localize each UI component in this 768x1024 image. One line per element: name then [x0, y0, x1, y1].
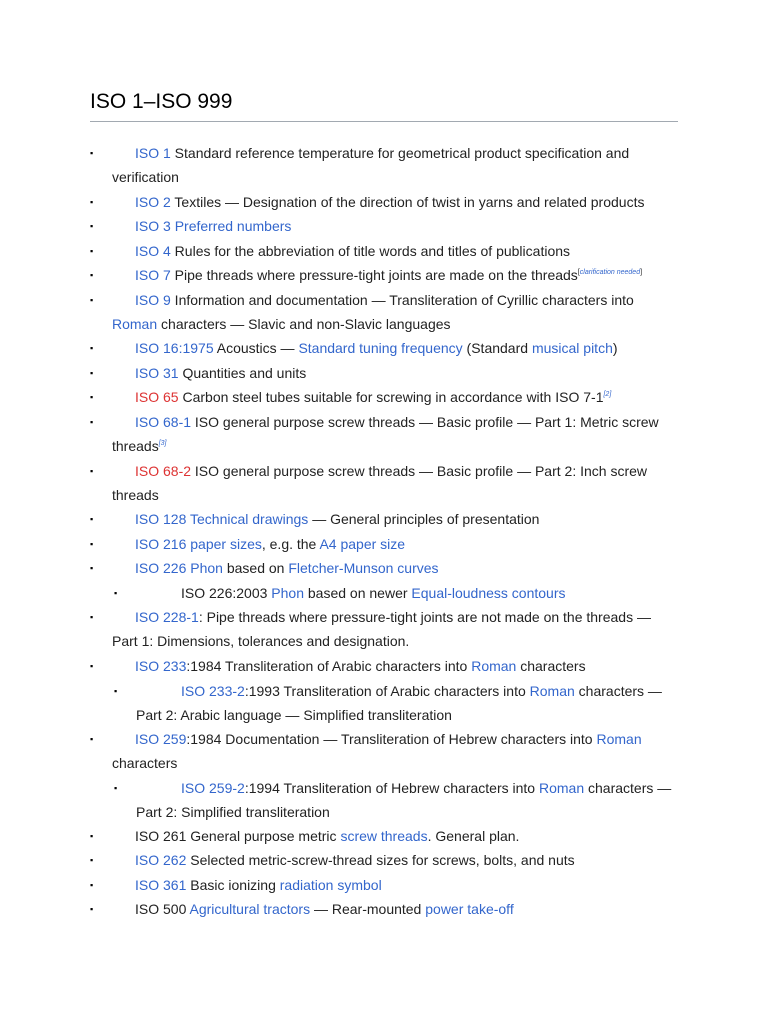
page-title: ISO 1–ISO 999	[90, 90, 233, 113]
item-text: characters — Slavic and non-Slavic languages	[157, 315, 451, 332]
superscript	[640, 269, 642, 276]
bullet-icon: ▪	[90, 392, 94, 402]
wiki-link[interactable]: Roman	[596, 731, 642, 747]
list-item	[90, 411, 678, 458]
item-text: Information and documentation — Transliteration of Cyrillic characters into	[170, 292, 634, 308]
wiki-link[interactable]: Standard tuning frequency	[298, 340, 463, 356]
citation-link[interactable]: [3]	[158, 439, 167, 447]
item-text: Pipe threads where pressure-tight joints are made on the threads	[170, 267, 578, 283]
item-text: Selected metric-screw-thread sizes for screws, bolts, and nuts	[186, 852, 575, 868]
item-text: ISO 226:2003	[181, 585, 272, 601]
list-item	[90, 289, 678, 336]
list-item	[90, 849, 678, 873]
list-item	[90, 215, 678, 239]
bullet-icon: ▪	[90, 221, 94, 231]
wiki-link[interactable]: ISO 2	[135, 194, 171, 210]
wiki-link[interactable]: ISO 226	[135, 560, 187, 576]
list-item	[90, 191, 678, 215]
wiki-link[interactable]: ISO 68-1	[135, 414, 192, 430]
citation-link[interactable]: clarification needed	[579, 269, 641, 276]
wiki-link[interactable]: ISO 7	[135, 267, 171, 283]
wiki-link[interactable]: ISO 31	[135, 365, 179, 381]
bullet-icon: ▪	[90, 612, 94, 622]
list-item	[90, 386, 678, 410]
item-text: Rules for the abbreviation of title words and titles of publications	[170, 243, 571, 259]
item-text: — General principles of presentation	[308, 511, 540, 527]
item-text: )	[612, 340, 618, 356]
wiki-link[interactable]: musical pitch	[531, 340, 613, 356]
bullet-icon: ▪	[90, 831, 94, 841]
item-text: characters — Part 2: Simplified transliteration	[136, 780, 672, 820]
bullet-icon: ▪	[90, 855, 94, 865]
bullet-icon: ▪	[90, 466, 94, 476]
list-item	[90, 533, 678, 557]
wiki-link[interactable]: ISO 216	[135, 536, 187, 552]
wiki-link[interactable]: ISO 259	[135, 731, 187, 747]
superscript	[159, 440, 167, 447]
bullet-icon: ▪	[90, 197, 94, 207]
bullet-icon: ▪	[90, 904, 94, 914]
item-text: based on newer	[304, 585, 412, 601]
list-item	[90, 142, 678, 189]
wiki-link[interactable]: Technical drawings	[190, 511, 309, 527]
item-text: Quantities and units	[178, 365, 307, 381]
wiki-link[interactable]: Fletcher-Munson curves	[288, 560, 439, 576]
list-item	[90, 557, 678, 581]
citation-link[interactable]: [2]	[603, 391, 612, 398]
wiki-link[interactable]: Phon	[190, 560, 223, 576]
wiki-link[interactable]: Equal-loudness contours	[411, 585, 566, 601]
superscript	[577, 269, 643, 276]
wiki-link[interactable]: ISO 259-2	[181, 780, 245, 796]
wiki-link[interactable]: ISO 361	[135, 877, 187, 893]
list-item	[90, 825, 678, 849]
list-item	[90, 264, 678, 288]
item-text: :1984 Documentation — Transliteration of Hebrew characters into	[186, 731, 597, 747]
bullet-icon: ▪	[90, 539, 94, 549]
sub-list-item	[114, 582, 678, 606]
bullet-icon: ▪	[90, 343, 94, 353]
item-text: (Standard	[462, 340, 532, 356]
bullet-icon: ▪	[90, 368, 94, 378]
bullet-icon: ▪	[90, 880, 94, 890]
bullet-icon: ▪	[114, 783, 118, 793]
wiki-link[interactable]: ISO 262	[135, 852, 187, 868]
wiki-link[interactable]: ISO 3	[135, 218, 171, 234]
item-text: ISO 261 General purpose metric	[135, 828, 341, 844]
item-text: ]	[640, 269, 643, 276]
item-text: — Rear-mounted	[310, 901, 426, 917]
item-text: :1993 Transliteration of Arabic characters into	[244, 683, 530, 699]
wiki-link[interactable]: Phon	[271, 585, 304, 601]
bullet-icon: ▪	[90, 417, 94, 427]
item-text: characters	[516, 658, 586, 674]
bullet-icon: ▪	[90, 514, 94, 524]
item-text: ISO general purpose screw threads — Basic profile — Part 2: Inch screw threads	[112, 463, 648, 503]
wiki-link[interactable]: Roman	[471, 658, 517, 674]
bullet-icon: ▪	[90, 661, 94, 671]
item-text: [	[577, 269, 580, 276]
bullet-icon: ▪	[90, 563, 94, 573]
item-text: Basic ionizing	[186, 877, 280, 893]
wiki-link[interactable]: Preferred numbers	[174, 218, 292, 234]
wiki-link[interactable]: Roman	[538, 780, 585, 796]
list-item	[90, 362, 678, 386]
wiki-link[interactable]: ISO 233-2	[181, 683, 245, 699]
bullet-icon: ▪	[90, 148, 94, 158]
bullet-icon: ▪	[114, 686, 118, 696]
item-text: characters — Part 2: Arabic language — Simplified transliteration	[136, 683, 662, 723]
item-text: Textiles — Designation of the direction of twist in yarns and related products	[170, 194, 645, 210]
wiki-link[interactable]: Roman	[112, 315, 158, 332]
wiki-link[interactable]: Roman	[529, 683, 575, 699]
superscript	[603, 391, 611, 398]
wiki-link[interactable]: ISO 4	[135, 243, 171, 259]
item-text: Standard reference temperature for geometrical product specification and verification	[112, 145, 630, 185]
sub-list-item	[114, 680, 678, 727]
sub-list-item	[114, 777, 678, 824]
list-item	[90, 240, 678, 264]
item-text: . General plan.	[427, 828, 520, 844]
wiki-link[interactable]: power take-off	[425, 901, 514, 917]
wiki-link[interactable]: ISO 1	[135, 145, 171, 161]
item-text: based on	[222, 560, 289, 576]
bullet-icon: ▪	[90, 246, 94, 256]
list-item	[90, 606, 678, 653]
bullet-icon: ▪	[90, 734, 94, 744]
bullet-icon: ▪	[90, 270, 94, 280]
item-text: ISO general purpose screw threads — Basic profile — Part 1: Metric screw threads	[112, 414, 659, 454]
list-item	[90, 655, 678, 679]
wiki-link[interactable]: ISO 16:1975	[135, 340, 214, 356]
wiki-link[interactable]: screw threads	[340, 828, 428, 844]
wiki-link[interactable]: radiation symbol	[279, 877, 382, 893]
wiki-link[interactable]: Agricultural tractors	[189, 901, 311, 917]
wiki-link[interactable]: paper sizes	[190, 536, 262, 552]
item-text: : Pipe threads where pressure-tight joints are not made on the threads — Part 1: Dimensions, tolerances and designation.	[112, 609, 651, 649]
list-item	[90, 728, 678, 775]
item-text: ISO 500	[135, 901, 190, 917]
item-text: :1984 Transliteration of Arabic characters into	[186, 658, 472, 674]
bullet-icon: ▪	[114, 588, 118, 598]
title-divider	[90, 121, 678, 122]
list-item	[90, 898, 678, 922]
wiki-link[interactable]: ISO 233	[135, 658, 187, 674]
list-item	[90, 508, 678, 532]
redlink[interactable]: ISO 68-2	[135, 463, 192, 479]
wiki-link[interactable]: ISO 228-1	[135, 609, 199, 625]
list-item	[90, 337, 678, 361]
wiki-link[interactable]: ISO 9	[135, 292, 171, 308]
bullet-icon: ▪	[90, 295, 94, 305]
redlink[interactable]: ISO 65	[135, 389, 179, 405]
wiki-link[interactable]: ISO 128	[135, 511, 187, 527]
wiki-link[interactable]: A4 paper size	[319, 536, 406, 552]
item-text: characters	[112, 754, 178, 771]
item-text: Carbon steel tubes suitable for screwing in accordance with ISO 7-1	[178, 389, 604, 405]
item-text: :1994 Transliteration of Hebrew characters into	[244, 780, 539, 796]
item-text: Acoustics —	[213, 340, 299, 356]
list-item	[90, 460, 678, 507]
item-text: , e.g. the	[261, 536, 320, 552]
list-item	[90, 874, 678, 898]
